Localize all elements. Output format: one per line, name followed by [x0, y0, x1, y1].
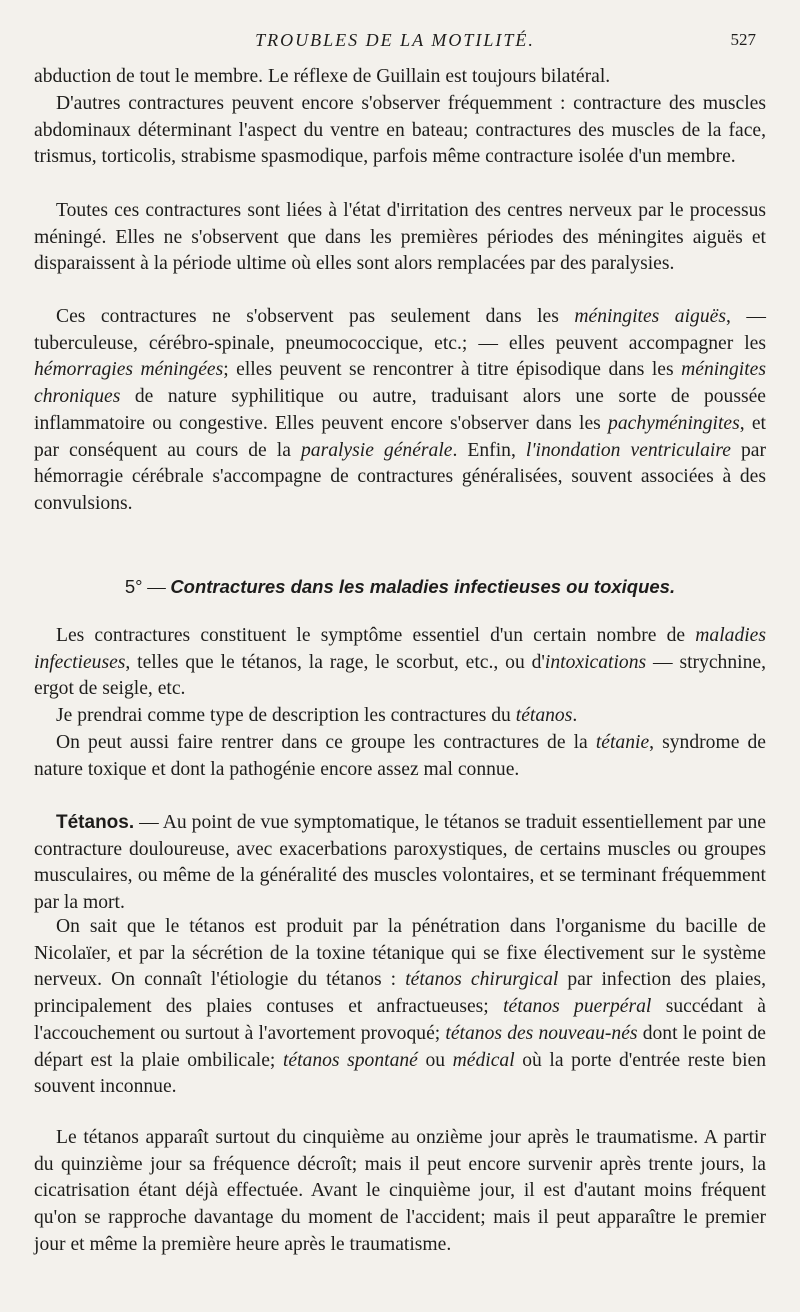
paragraph-type: [34, 703, 766, 730]
section-heading: [34, 574, 766, 601]
emphasis-inondation: l'inondation ventriculaire: [525, 439, 731, 461]
emphasis-maladies-infectieuses: maladies infectieuses: [34, 625, 766, 673]
text-run: .: [572, 705, 578, 726]
paragraph-tetanie: [34, 730, 766, 783]
text-run: , — tuberculeuse, cérébro-spinale, pneumococcique, etc.; — elles peuvent accompagner les: [34, 306, 766, 354]
emphasis-spontane: tétanos spontané: [282, 1049, 418, 1071]
paragraph-etiology: [34, 914, 766, 1101]
paragraph-reflexe: abduction de tout le membre. Le réflexe de Guillain est toujours bilatéral.: [34, 66, 611, 87]
running-title: TROUBLES DE LA MOTILITÉ.: [255, 30, 535, 50]
emphasis-paralysie: paralysie générale: [300, 439, 453, 461]
text-run: ; elles peuvent se rencontrer à titre épisodique dans les: [223, 359, 682, 381]
text-run: — Au point de vue symptomatique, le tétanos se traduit essentiellement par une contracture douloureuse, avec exacerbations paroxystiques, de certains muscles ou groupes musculaires, ou même de la généralité des muscles volontaires, et se terminant fréquemment par la mort.: [34, 812, 766, 914]
emphasis-tetanos: tétanos: [515, 705, 573, 726]
text-run: par infection des plaies, principalement des plaies contuses et anfractueuses;: [34, 969, 766, 1018]
paragraph-irritation: Toutes ces contractures sont liées à l'état d'irritation des centres nerveux par le processus méningé. Elles ne s'observent que dans les premières périodes des méningites aiguës et disparaissent à la période ultime où elles sont alors remplacées par des paralysies.: [34, 200, 766, 275]
paragraph-other-contractures: D'autres contractures peuvent encore s'observer fréquemment : contracture des muscles abdominaux déterminant l'aspect du ventre en bateau; contractures des muscles de la face, trismus, torticolis, strabisme spasmodique, parfois même contracture isolée d'un membre.: [34, 93, 766, 168]
running-header: [34, 30, 756, 54]
emphasis-tetanie: tétanie: [595, 732, 650, 753]
emphasis-chirurgical: tétanos chirurgical: [405, 969, 559, 991]
paragraph-infectious: [34, 623, 766, 703]
text-run: par hémorragie cérébrale s'accompagne de contractures généralisées, souvent associées à des convulsions.: [34, 439, 767, 514]
emphasis-nouveau-nes: tétanos des nouveau-nés: [445, 1022, 638, 1044]
emphasis-meningites-aigues: méningites aiguës: [574, 306, 726, 327]
emphasis-intoxications: intoxications: [544, 651, 647, 673]
text-run: , telles que le tétanos, la rage, le scorbut, etc., ou d': [125, 651, 545, 673]
text-run: On sait que le tétanos est produit par la pénétration dans l'organisme du bacille de Nicolaïer, et par la sécrétion de la toxine tétanique qui se fixe électivement sur le système nerveux. On connaît l'étiologie du tétanos :: [34, 916, 766, 991]
emphasis-meningites-chroniques: méningites chroniques: [34, 359, 766, 408]
text-run: Les contractures constituent le symptôme essentiel d'un certain nombre de: [56, 625, 696, 646]
text-run: On peut aussi faire rentrer dans ce groupe les contractures de la: [56, 732, 596, 753]
text-run: — strychnine, ergot de seigle, etc.: [34, 651, 766, 700]
paragraph-onset: Le tétanos apparaît surtout du cinquième au onzième jour après le traumatisme. A partir du quinzième jour sa fréquence décroît; mais il peut encore survenir après trente jours, la cicatrisation étant déjà effectuée. Avant le cinquième jour, il est d'autant moins fréquent qu'on se rapproche davantage du moment de l'accident; mais il peut apparaître le premier jour et même la première heure après le traumatisme.: [34, 1127, 766, 1255]
paragraph-meningitis: [34, 304, 766, 518]
section-number: 5°: [124, 576, 143, 597]
text-run: dont le point de départ est la plaie ombilicale;: [34, 1022, 766, 1071]
paragraph-tetanos-symptoms: [34, 810, 766, 917]
text-run: , syndrome de nature toxique et dont la pathogénie encore assez mal connue.: [34, 732, 766, 780]
text-run: de nature syphilitique ou autre, traduisant alors une sorte de poussée inflammatoire ou congestive. Elles peuvent encore s'observer dans les: [34, 386, 766, 434]
text-run: ou: [417, 1049, 453, 1071]
text-run: , et par conséquent au cours de la: [34, 412, 767, 461]
run-in-heading: Tétanos.: [56, 812, 135, 833]
emphasis-hemorragies: hémorragies méningées: [34, 359, 224, 381]
text-run: Ces contractures ne s'observent pas seulement dans les: [56, 306, 575, 327]
text-run: . Enfin,: [452, 439, 526, 461]
emphasis-puerperal: tétanos puerpéral: [503, 996, 652, 1018]
section-title: Contractures dans les maladies infectieuses ou toxiques.: [170, 576, 676, 597]
emphasis-medical: médical: [452, 1049, 515, 1071]
section-dash: —: [142, 578, 171, 598]
emphasis-pachymeningites: pachyméningites: [608, 412, 740, 434]
text-run: succédant à l'accouchement ou surtout à l'avortement provoqué;: [34, 996, 766, 1044]
page-number: 527: [730, 30, 756, 49]
text-run: où la porte d'entrée reste bien souvent inconnue.: [34, 1049, 767, 1098]
text-run: Je prendrai comme type de description les contractures du: [56, 705, 516, 726]
